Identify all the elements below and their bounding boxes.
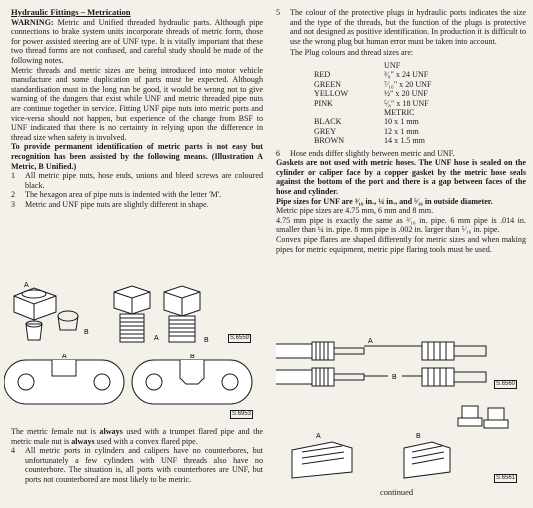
pipe-flares-illustration (272, 396, 528, 482)
pipe-sizes-paragraph: Pipe sizes for UNF are ³⁄₁₆ in., ¼ in., and ⁵⁄₁₆ in outside diameter. (276, 196, 493, 206)
table-row (314, 89, 432, 98)
label-a: A (368, 338, 373, 345)
unf-header: UNF (384, 60, 401, 70)
thread-size: ⁵⁄₈" x 18 UNF (384, 98, 429, 108)
warning-label: WARNING: (11, 17, 54, 27)
plug-colour: GREEN (314, 79, 341, 89)
list-item-number: 6 (276, 148, 281, 158)
plug-colour: YELLOW (314, 89, 349, 99)
flare-emphasis-1: always (99, 427, 123, 436)
label-b: B (204, 337, 209, 344)
plug-intro: The Plug colours and thread sizes are: (290, 48, 414, 58)
list-item-text: Hose ends differ slightly between metric and UNF. (290, 148, 455, 158)
label-b: B (190, 354, 195, 360)
left-column (11, 8, 263, 209)
figure-reference: S.6953 (232, 411, 252, 417)
list-item (276, 8, 526, 46)
pipe-flares-drawing (272, 396, 528, 482)
label-a: A (154, 335, 159, 342)
flare-paragraph (11, 427, 263, 446)
warning-text: Metric and Unified threaded hydraulic parts. Although pipe connections to brake system units incorporate threads of metric form, those for power assisted steering are of UNF type. It is vitally important that these two thread forms are not confused, and careful study should be made of the following notes. (11, 17, 263, 65)
plug-colour: RED (314, 70, 331, 80)
figure-reference: S.6559 (230, 335, 250, 341)
label-b: B (416, 433, 421, 440)
list-item-text: The hexagon area of pipe nuts is indented with the letter 'M'. (25, 190, 222, 200)
label-b: B (392, 374, 397, 381)
section-title: Hydraulic Fittings – Metrication (11, 7, 131, 17)
pipe-nuts-drawing (4, 282, 266, 352)
thread-size: ³⁄₈" x 24 UNF (384, 70, 429, 80)
table-row (314, 99, 432, 108)
thread-size: 14 x 1.5 mm (384, 136, 425, 146)
gaskets-paragraph: Gaskets are not used with metric hoses. The UNF hose is sealed on the cylinder or caliper face by a copper gasket by the metric hose seals against the bottom of the port and there is a gap between faces of the hose and cylinder. (276, 158, 526, 196)
list-item (276, 149, 526, 159)
thread-size: 10 x 1 mm (384, 117, 419, 127)
metric-table (314, 117, 425, 145)
warning-paragraph (11, 18, 263, 66)
plug-colour-table (314, 61, 526, 146)
right-column (276, 8, 526, 254)
list-item (11, 190, 263, 200)
convex-flare-paragraph: Convex pipe flares are shaped differently for metric sizes and when making pipes for metric equipment, metric pipe flaring tools must be used. (276, 234, 526, 254)
hose-ends-drawing (272, 336, 528, 392)
list-item-text: All metric pipe nuts, hose ends, unions and bleed screws are coloured black. (25, 171, 263, 190)
table-row (314, 136, 425, 145)
plug-colour: PINK (314, 98, 333, 108)
list-item (11, 446, 263, 484)
flare-text-a: The metric female nut is (11, 427, 100, 436)
list-item-text: The colour of the protective plugs in hydraulic ports indicates the size and the type of the threads, but the function of the plugs is protective and not designed as positive identification. In production it is difficult to use the wrong plug but human error must be taken into account. (290, 8, 526, 46)
plug-colour: BLACK (314, 117, 342, 127)
label-a: A (316, 433, 321, 440)
table-row (314, 80, 432, 89)
metric-header: METRIC (384, 108, 415, 117)
plug-colour: BROWN (314, 136, 345, 146)
list-item-number: 4 (11, 446, 16, 456)
left-column-bottom (11, 427, 263, 485)
list-item-text: Metric and UNF pipe nuts are slightly different in shape. (25, 199, 209, 209)
flare-text-c: used with a convex flared pipe. (94, 436, 198, 446)
plug-colour: GREY (314, 126, 337, 136)
unf-table (314, 70, 432, 108)
flare-text-b: used with a trumpet flared pipe and the metric male nut is (11, 427, 263, 446)
figure-reference: S.6561 (496, 475, 516, 481)
cylinder-ports-drawing (4, 354, 266, 420)
pipe-nuts-illustration (4, 282, 266, 352)
thread-size: 12 x 1 mm (384, 126, 419, 136)
table-row (314, 127, 425, 136)
flare-emphasis-2: always (71, 436, 95, 446)
cylinder-ports-illustration (4, 354, 266, 420)
table-row (314, 70, 432, 79)
label-b: B (84, 329, 89, 336)
label-a: A (24, 282, 29, 289)
list-item-number: 5 (276, 8, 281, 17)
list-item-text: All metric ports in cylinders and calipers have no counterbores, but unfortunately a few cylinders with UNF threads also have no counterbore. The situation is, all ports with counterbores are UNF, but ports not counterbored are most likely to be metric. (25, 446, 263, 484)
table-row (314, 117, 425, 126)
list-item-number: 1 (11, 171, 16, 181)
metric-sizes-paragraph: Metric pipe sizes are 4.75 mm, 6 mm and 8 mm. (276, 206, 434, 216)
thread-size: ⁷⁄₁₆" x 20 UNF (384, 79, 432, 89)
identification-paragraph: To provide permanent identification of metric parts is not easy but recognition has been assisted by the following means. (Illustration A Metric, B Unified.) (11, 142, 263, 171)
figure-reference: S.6560 (496, 381, 516, 387)
size-comparison-paragraph: 4.75 mm pipe is exactly the same as ³⁄₁₆ in. pipe. 6 mm pipe is .014 in. smaller than ¼ in. pipe. 8 mm pipe is .002 in. larger than ⁵⁄₁₆ in. pipe. (276, 215, 526, 235)
thread-size: ½" x 20 UNF (384, 89, 428, 99)
list-item (11, 200, 263, 210)
label-a: A (62, 354, 67, 360)
metric-intro-paragraph: Metric threads and metric sizes are being introduced into motor vehicle manufacture and some duplication of parts must be expected. Although standardisation must in the long run be good, it would be wrong not to give warning of the dangers that exist while UNF and metric threaded pipe nuts are continue together in service. Fitting UNF pipe nuts into metric ports and vice-versa should not happen, but experience of the change from BSF to UNF indicated that there is no certainty in relying upon the difference in thread size when safety is involved. (11, 65, 263, 142)
list-item (11, 171, 263, 190)
hose-ends-illustration (272, 336, 528, 392)
list-item-number: 3 (11, 199, 16, 209)
list-item-number: 2 (11, 190, 16, 200)
continued-note: continued (380, 488, 414, 497)
